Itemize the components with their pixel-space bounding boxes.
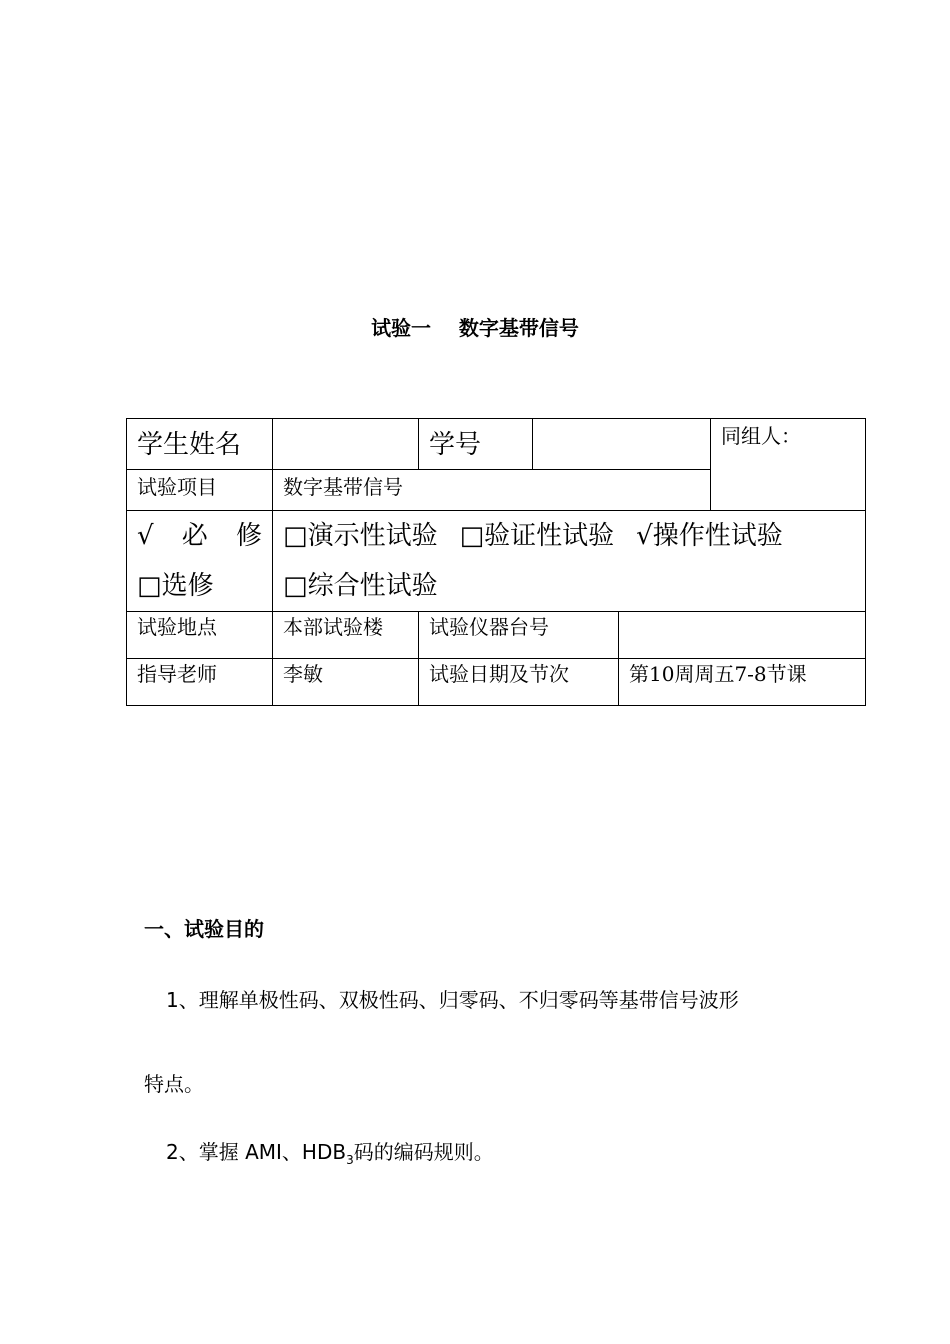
location-value: 本部试验楼 [273, 612, 419, 659]
course-type-cell [127, 511, 273, 612]
page-title: 试验一 数字基带信号 [371, 316, 579, 340]
instrument-value [619, 612, 866, 659]
project-value: 数字基带信号 [273, 470, 711, 511]
type-verify-option: □验证性试验 [459, 521, 615, 551]
type-demo-option: □演示性试验 [283, 521, 438, 551]
required-course-option: √ 必 修 [137, 511, 262, 561]
purpose-item-2: 2、掌握 AMI、$HDB_3$码的编码规则。 [166, 1140, 494, 1167]
purpose-item-1-line-2: 特点。 [144, 1072, 204, 1096]
student-name-value [273, 419, 419, 470]
experiment-type-cell [273, 511, 866, 612]
type-comprehensive-option: □综合性试验 [283, 571, 438, 601]
student-id-label: 学号 [419, 419, 533, 470]
student-id-value [533, 419, 711, 470]
experiment-info-table [126, 418, 866, 706]
teacher-label: 指导老师 [127, 659, 273, 706]
elective-course-option: □选修 [137, 571, 214, 601]
section-heading-purpose: 一、试验目的 [144, 917, 264, 941]
location-label: 试验地点 [127, 612, 273, 659]
student-name-label: 学生姓名 [127, 419, 273, 470]
group-members-label: 同组人： [711, 419, 866, 511]
project-label: 试验项目 [127, 470, 273, 511]
date-value: 第10周周五7-8节课 [619, 659, 866, 706]
required-check-mark: √ [137, 521, 154, 551]
date-label: 试验日期及节次 [419, 659, 619, 706]
teacher-value: 李敏 [273, 659, 419, 706]
purpose-item-1-line-1: 1、理解单极性码、双极性码、归零码、不归零码等基带信号波形 [166, 988, 739, 1012]
type-operate-option: √操作性试验 [636, 521, 783, 551]
instrument-label: 试验仪器台号 [419, 612, 619, 659]
